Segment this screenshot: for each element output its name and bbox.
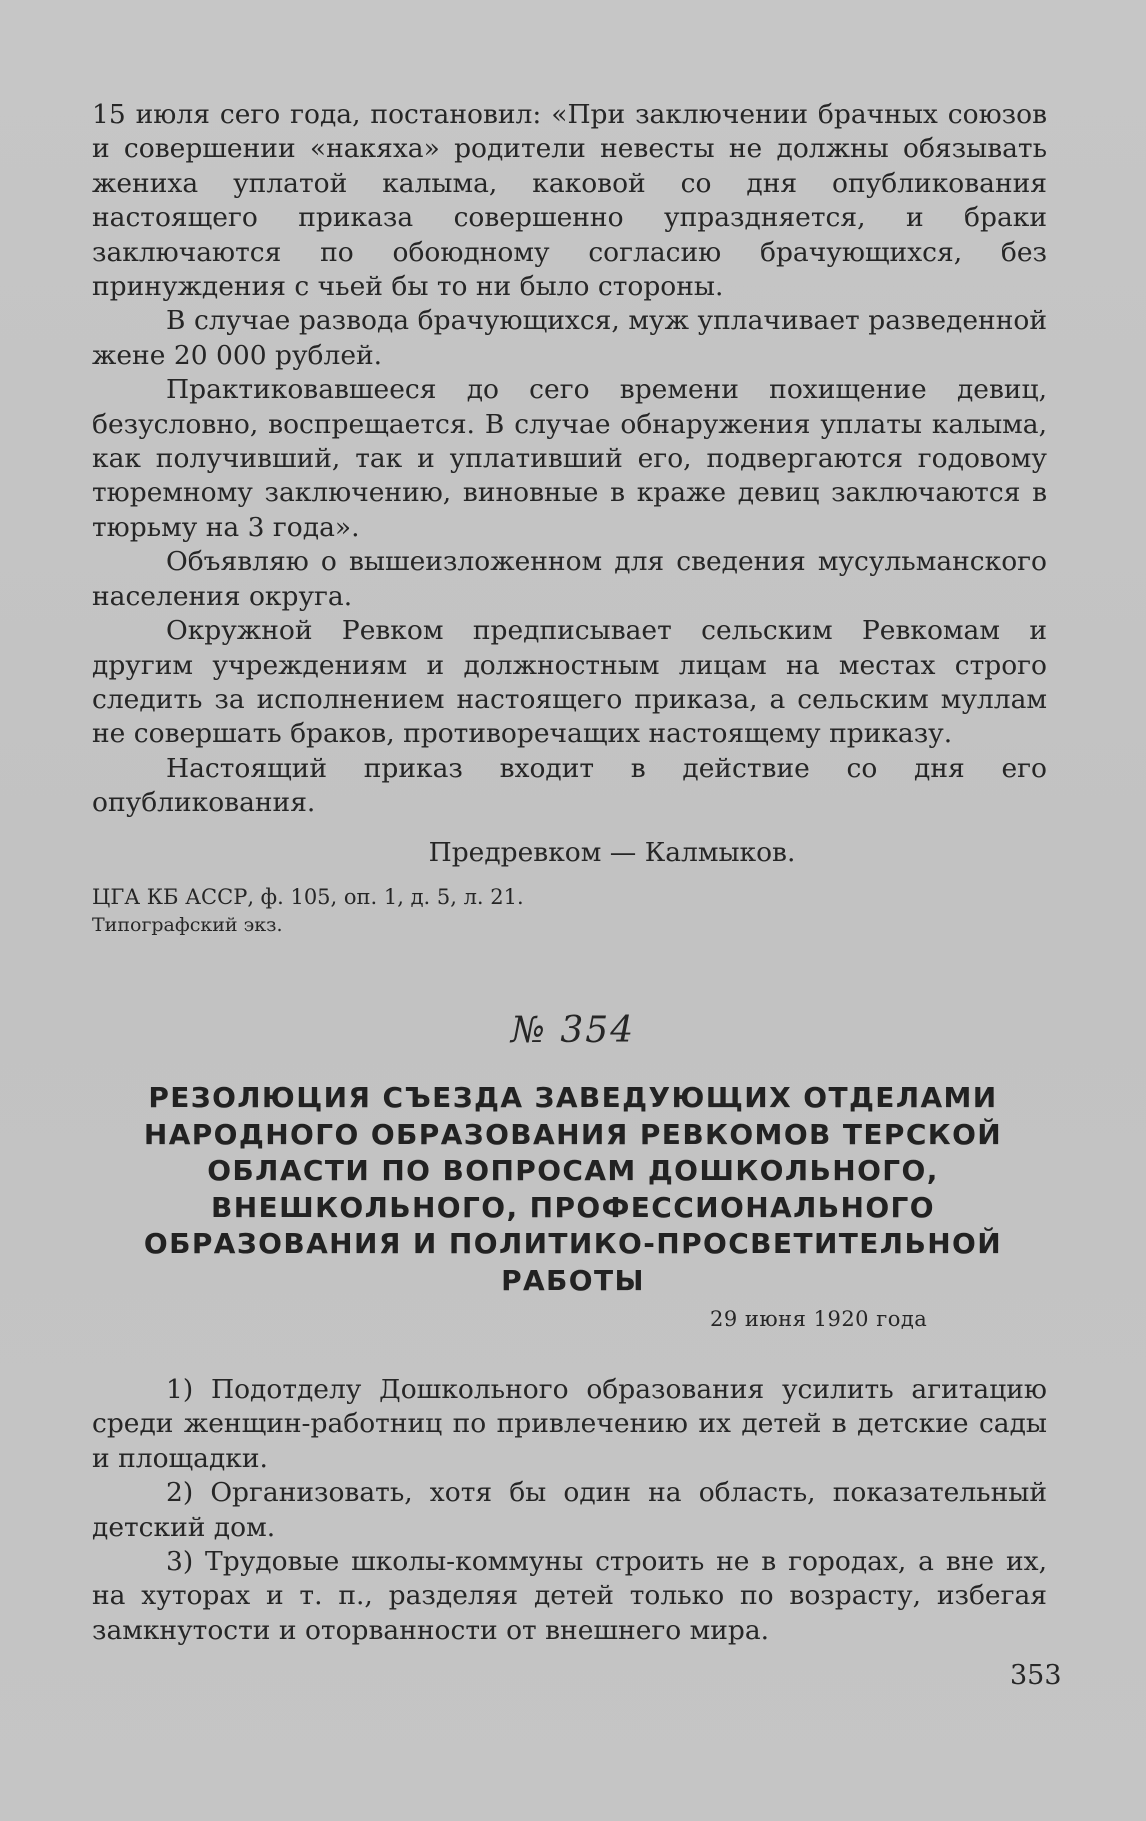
paragraph: Объявляю о вышеизложенном для сведения мусульманского населения округа. <box>92 546 1047 612</box>
resolution-item: 2) Организовать, хотя бы один на область, показательный детский дом. <box>92 1477 1047 1543</box>
resolution-item: 3) Трудовые школы-коммуны строить не в городах, а вне их, на хуторах и т. п., разделяя детей только по возрасту, избегая замкнутости и оторванности от внешнего мира. <box>92 1546 1047 1646</box>
resolution-item: 1) Подотделу Дошкольного образования усилить агитацию среди женщин-работниц по привлечению их детей в детские сады и площадки. <box>92 1374 1047 1474</box>
document-number: № 354 <box>510 1010 636 1051</box>
signature: Предревком — Калмыков. <box>428 837 796 868</box>
copy-type: Типографский экз. <box>92 914 283 936</box>
archive-reference: ЦГА КБ АССР, ф. 105, оп. 1, д. 5, л. 21. <box>92 885 524 909</box>
paragraph: Практиковавшееся до сего времени похищение девиц, безусловно, воспрещается. В случае обнаружения уплаты калыма, как получивший, так и уплативший его, подвергаются годовому тюремному заключению, виновные в краже девиц заключаются в тюрьму на 3 года». <box>92 374 1047 543</box>
document-date: 29 июня 1920 года <box>710 1307 928 1331</box>
order-text <box>92 98 1047 821</box>
page-number: 353 <box>1010 1660 1062 1691</box>
paragraph: В случае развода брачующихся, муж уплачивает разведенной жене 20 000 рублей. <box>92 305 1047 371</box>
paragraph: Настоящий приказ входит в действие со дня его опубликования. <box>92 752 1047 819</box>
resolution-text <box>92 1373 1047 1648</box>
paragraph: Окружной Ревком предписывает сельским Ревкомам и другим учреждениям и должностным лицам на местах строго следить за исполнением настоящего приказа, а сельским муллам не совершать браков, противоречащих настоящему приказу. <box>92 615 1047 750</box>
paragraph: 15 июля сего года, постановил: «При заключении брачных союзов и совершении «накяха» родители невесты не должны обязывать жениха уплатой калыма, каковой со дня опубликования настоящего приказа совершенно упраздняется, и браки заключаются по обоюдному согласию брачующихся, без принуждения с чьей бы то ни было стороны. <box>92 99 1047 303</box>
document-title: РЕЗОЛЮЦИЯ СЪЕЗДА ЗАВЕДУЮЩИХ ОТДЕЛАМИ НАРОДНОГО ОБРАЗОВАНИЯ РЕВКОМОВ ТЕРСКОЙ ОБЛАСТИ ПО ВОПРОСАМ ДОШКОЛЬНОГО, ВНЕШКОЛЬНОГО, ПРОФЕССИОНАЛЬНОГО ОБРАЗОВАНИЯ И ПОЛИТИКО-ПРОСВЕТИТЕЛЬНОЙ РАБОТЫ <box>143 1081 1003 1297</box>
